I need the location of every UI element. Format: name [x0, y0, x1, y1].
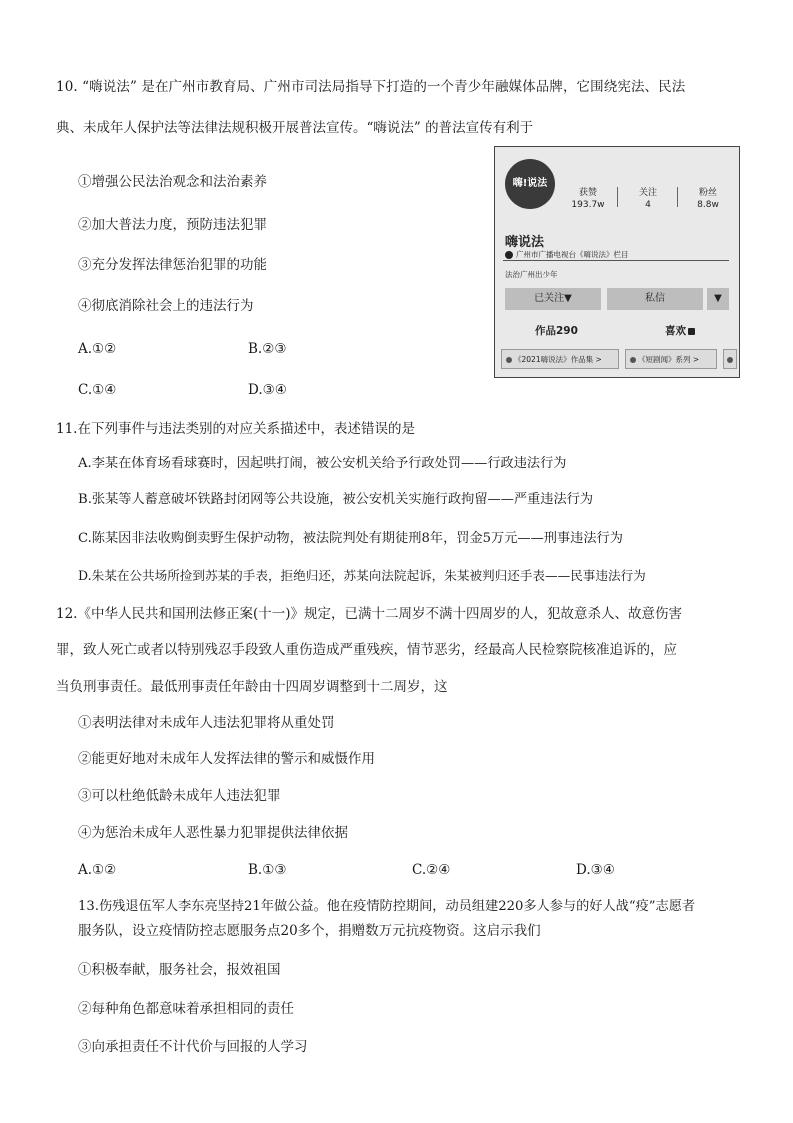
tab-likes[interactable]: [665, 323, 695, 338]
collection-chip-label: 《2021嗨说法》作品集 >: [514, 355, 602, 364]
q12-item-3: ③可以杜绝低龄未成年人违法犯罪: [78, 788, 281, 804]
stat-divider: [677, 187, 678, 207]
q10-option-c: C.①④: [78, 382, 117, 398]
q13-stem-line2: 服务队，设立疫情防控志愿服务点20多个，捐赠数万元抗疫物资。这启示我们: [78, 923, 541, 939]
q12-stem-line1: 12.《中华人民共和国刑法修正案(十一)》规定，已满十二周岁不满十四周岁的人，犯故意杀人、故意伤害: [56, 606, 683, 622]
collection-chip-label: 《短剧闻》系列 >: [638, 355, 700, 364]
stat-fans-label: 粉丝: [698, 188, 717, 198]
q11-option-d: D.朱某在公共场所捡到苏某的手表，拒绝归还，苏某向法院起诉，朱某被判归还手表——民事违法行为: [78, 568, 646, 583]
q12-option-b: B.①③: [248, 862, 287, 878]
q10-item-1: ①增强公民法治观念和法治素养: [78, 174, 267, 190]
q12-option-d: D.③④: [576, 862, 615, 878]
lock-icon: [688, 328, 695, 335]
collection-icon: [506, 357, 512, 363]
collection-icon: [630, 357, 636, 363]
q11-option-c: C.陈某因非法收购倒卖野生保护动物，被法院判处有期徒刑8年，罚金5万元——刑事违法行为: [78, 531, 623, 546]
channel-logo: 嗨!说法: [505, 159, 555, 209]
channel-name: 嗨说法: [505, 235, 545, 250]
q12-stem-line3: 当负刑事责任。最低刑事责任年龄由十四周岁调整到十二周岁，这: [56, 679, 448, 695]
q12-item-2: ②能更好地对未成年人发挥法律的警示和威慑作用: [78, 751, 375, 767]
q11-option-a: A.李某在体育场看球赛时，因起哄打闹，被公安机关给予行政处罚——行政违法行为: [78, 456, 567, 471]
divider: [503, 260, 729, 261]
channel-bio: 法治广州出少年: [505, 270, 558, 279]
q10-item-2: ②加大普法力度，预防违法犯罪: [78, 217, 267, 233]
q10-item-3: ③充分发挥法律惩治犯罪的功能: [78, 257, 267, 273]
collection-chip-partial[interactable]: [723, 349, 737, 369]
q13-item-3: ③向承担责任不计代价与回报的人学习: [78, 1039, 308, 1055]
q11-option-b: B.张某等人蓄意破坏铁路封闭网等公共设施，被公安机关实施行政拘留——严重违法行为: [78, 492, 594, 507]
stat-fans: [683, 187, 733, 211]
collection-icon: [727, 357, 733, 363]
q11-stem: 11.在下列事件与违法类别的对应关系描述中，表述错误的是: [56, 421, 415, 437]
stat-likes-value: 193.7w: [571, 200, 605, 210]
tab-works[interactable]: 作品290: [535, 325, 578, 337]
q12-option-c: C.②④: [412, 862, 451, 878]
stat-following-value: 4: [645, 200, 651, 210]
q10-stem-line2: 典、未成年人保护法等法律法规积极开展普法宣传。“嗨说法” 的普法宣传有利于: [56, 120, 534, 136]
q13-item-2: ②每种角色都意味着承担相同的责任: [78, 1001, 294, 1017]
profile-tabs: [495, 317, 739, 343]
q13-stem-line1: 13.伤残退伍军人李东亮坚持21年做公益。他在疫情防控期间，动员组建220多人参与的好人战“疫”志愿者: [78, 899, 696, 914]
stat-following-label: 关注: [638, 188, 657, 198]
q12-item-1: ①表明法律对未成年人违法犯罪将从重处罚: [78, 715, 335, 731]
q12-stem-line2: 罪，致人死亡或者以特别残忍手段致人重伤造成严重残疾，情节恶劣，经最高人民检察院核准追诉的，应: [56, 642, 677, 658]
stat-fans-value: 8.8w: [697, 200, 719, 210]
collection-chip[interactable]: [501, 349, 619, 369]
stat-divider: [617, 187, 618, 207]
message-button[interactable]: 私信: [607, 288, 703, 310]
q10-option-a: A.①②: [78, 341, 117, 357]
tab-likes-label: 喜欢: [665, 325, 686, 337]
collections-row: [501, 349, 735, 371]
q12-option-a: A.①②: [78, 862, 117, 878]
follow-button[interactable]: 已关注▼: [505, 288, 601, 310]
verified-line: [505, 249, 629, 260]
q10-stem-line1: 10. “嗨说法” 是在广州市教育局、广州市司法局指导下打造的一个青少年融媒体品牌，它围绕宪法、民法: [56, 79, 686, 95]
q10-option-b: B.②③: [248, 341, 287, 357]
collection-chip[interactable]: [625, 349, 717, 369]
stat-likes-label: 获赞: [578, 188, 597, 198]
verified-text: 广州市广播电视台《嗨说法》栏目: [516, 250, 629, 259]
stat-following: [623, 187, 673, 211]
q10-item-4: ④彻底消除社会上的违法行为: [78, 298, 254, 314]
q13-item-1: ①积极奉献，服务社会，报效祖国: [78, 962, 281, 978]
profile-card: [494, 146, 740, 378]
stat-likes: [563, 187, 613, 211]
more-dropdown-button[interactable]: ▼: [707, 288, 729, 310]
q12-item-4: ④为惩治未成年人恶性暴力犯罪提供法律依据: [78, 825, 348, 841]
verified-icon: [505, 251, 513, 259]
q10-option-d: D.③④: [248, 382, 287, 398]
